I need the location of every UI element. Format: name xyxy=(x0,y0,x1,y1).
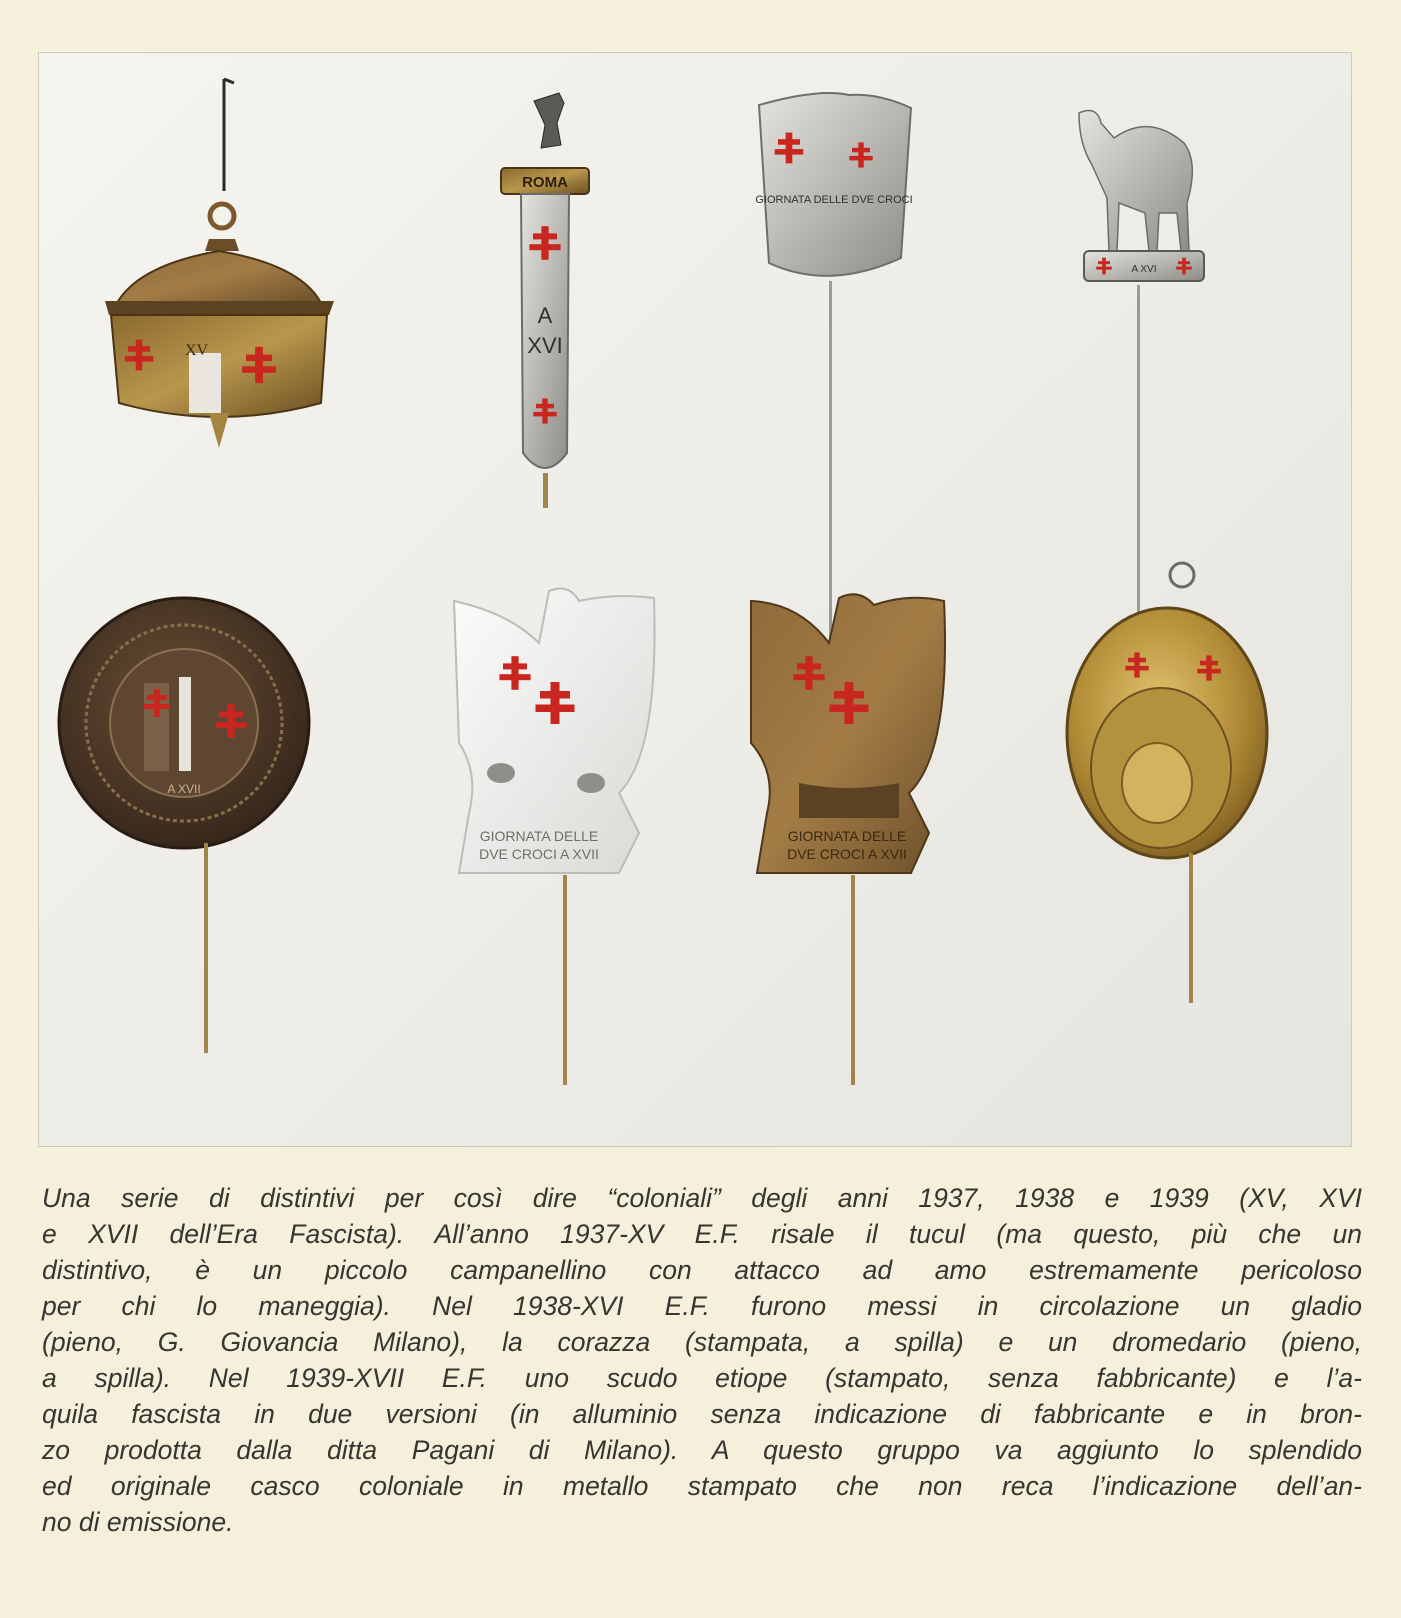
dromedario-inscription: A XVI xyxy=(1131,264,1157,275)
aquila-bronzo-badge xyxy=(751,594,945,1085)
gladio-year: XVI xyxy=(527,333,563,358)
photo-caption xyxy=(42,1180,1362,1540)
tucul-inscription: XV xyxy=(185,342,209,359)
caption-line: per chi lo maneggia). Nel 1938-XVI E.F. furono messi in circolazione un gladio xyxy=(42,1291,1362,1321)
aquila-bronzo-line1: GIORNATA DELLE xyxy=(787,828,907,844)
caption-line: e XVII dell’Era Fascista). All’anno 1937-XV E.F. risale il tucul (ma questo, più che un xyxy=(42,1219,1362,1249)
photo xyxy=(38,52,1352,1147)
caption-line: ed originale casco coloniale in metallo stampato che non reca l’indicazione dell’an- xyxy=(42,1471,1362,1501)
aquila-bronzo-line2: DVE CROCI A XVII xyxy=(787,846,907,862)
gladio-a: A xyxy=(537,303,553,328)
gladio-roma: ROMA xyxy=(522,174,568,191)
caption-line: Una serie di distintivi per così dire “coloniali” degli anni 1937, 1938 e 1939 (XV, XVI xyxy=(42,1183,1362,1213)
tucul-bell-badge xyxy=(105,79,334,448)
aquila-alluminio-badge xyxy=(454,589,655,1085)
caption-line: a spilla). Nel 1939-XVII E.F. uno scudo etiope (stampato, senza fabbricante) e l’a- xyxy=(42,1363,1362,1393)
caption-line: (pieno, G. Giovancia Milano), la corazza (stampata, a spilla) e un dromedario (pieno, xyxy=(42,1327,1362,1357)
aquila-alluminio-line1: GIORNATA DELLE xyxy=(479,828,599,844)
caption-line: zo prodotta dalla ditta Pagani di Milano). A questo gruppo va aggiunto lo splendido xyxy=(42,1435,1362,1465)
gladio-badge xyxy=(501,93,589,508)
dromedario-badge xyxy=(1079,111,1204,630)
caption-line: no di emissione. xyxy=(42,1507,234,1537)
scudo-etiope-badge xyxy=(59,598,309,1053)
casco-coloniale-badge xyxy=(1067,563,1267,1003)
badges-photograph xyxy=(39,53,1353,1148)
aquila-alluminio-line2: DVE CROCI A XVII xyxy=(479,846,599,862)
corazza-shield-badge xyxy=(755,93,912,671)
caption-line: quila fascista in due versioni (in alluminio senza indicazione di fabbricante e in bron- xyxy=(42,1399,1362,1429)
corazza-inscription: GIORNATA DELLE DVE CROCI xyxy=(755,194,913,206)
caption-line: distintivo, è un piccolo campanellino con attacco ad amo estremamente pericoloso xyxy=(42,1255,1362,1285)
scudo-inscription: A XVII xyxy=(167,782,201,796)
